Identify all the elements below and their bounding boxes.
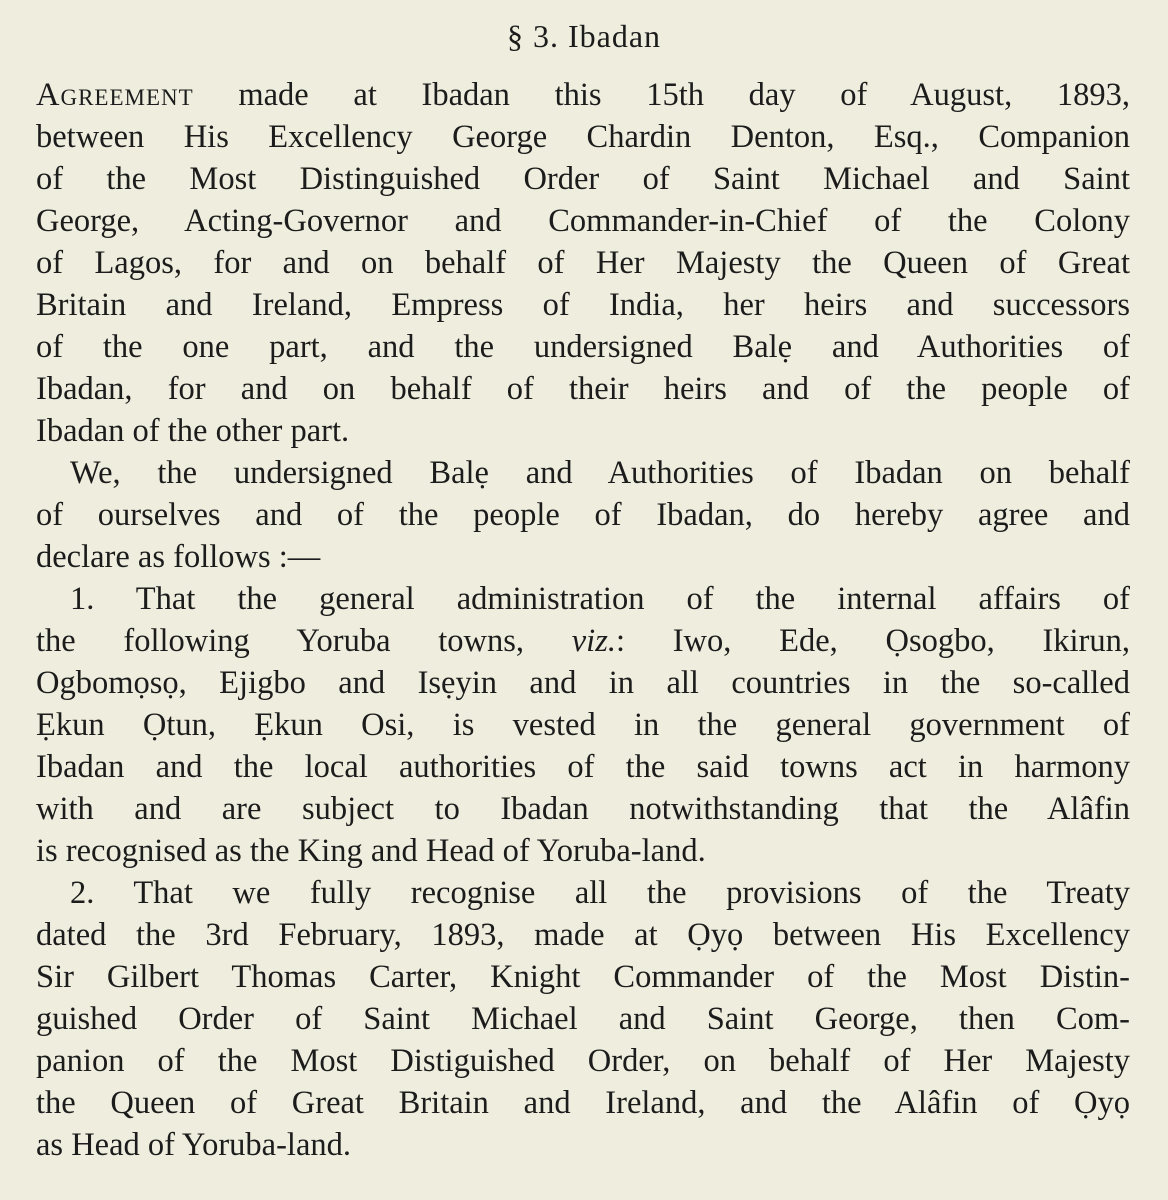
text-line: the Queen of Great Britain and Ireland, and the Alâfin of Ọyọ [36,1085,1130,1121]
text-line: Ibadan and the local authorities of the said towns act in harmony [36,749,1130,785]
text-line: 2. That we fully recognise all the provisions of the Treaty [70,875,1130,911]
text-line: dated the 3rd February, 1893, made at Ọyọ between His Excellency [36,917,1130,953]
text-line: Ẹkun Ọtun, Ẹkun Osi, is vested in the general government of [36,707,1130,743]
text-line: of Lagos, for and on behalf of Her Majesty the Queen of Great [36,245,1130,281]
text-line: Ibadan of the other part. [36,413,350,449]
text-line: Sir Gilbert Thomas Carter, Knight Commander of the Most Distin- [36,959,1130,995]
text-line: of the one part, and the undersigned Balẹ and Authorities of [36,329,1130,365]
text-line: of the Most Distinguished Order of Saint Michael and Saint [36,161,1130,197]
text-line: panion of the Most Distiguished Order, on behalf of Her Majesty [36,1043,1130,1079]
text-line: guished Order of Saint Michael and Saint George, then Com- [36,1001,1130,1037]
text-line: 1. That the general administration of the internal affairs of [70,581,1130,617]
text-line: between His Excellency George Chardin Denton, Esq., Companion [36,119,1130,155]
text-line: of ourselves and of the people of Ibadan, do hereby agree and [36,497,1130,533]
text-line: Agreement made at Ibadan this 15th day of August, 1893, [36,77,1130,113]
text-line: Britain and Ireland, Empress of India, her heirs and successors [36,287,1130,323]
agreement-lead-word: Agreement [36,77,194,113]
text-line: declare as follows :— [36,539,321,575]
section-heading: § 3. Ibadan [506,18,662,54]
text-line: with and are subject to Ibadan notwithstanding that the Alâfin [36,791,1130,827]
text-line: Ogbomọsọ, Ejigbo and Isẹyin and in all countries in the so-called [36,665,1130,701]
text-line: is recognised as the King and Head of Yoruba-land. [36,833,706,869]
text-line: We, the undersigned Balẹ and Authorities of Ibadan on behalf [70,455,1130,491]
text-line: as Head of Yoruba-land. [36,1127,352,1163]
text-line: the following Yoruba towns, viz.: Iwo, Ede, Ọsogbo, Ikirun, [36,623,1130,659]
text-line: Ibadan, for and on behalf of their heirs and of the people of [36,371,1130,407]
viz-abbreviation: viz. [571,623,616,659]
text-line: George, Acting-Governor and Commander-in-Chief of the Colony [36,203,1130,239]
